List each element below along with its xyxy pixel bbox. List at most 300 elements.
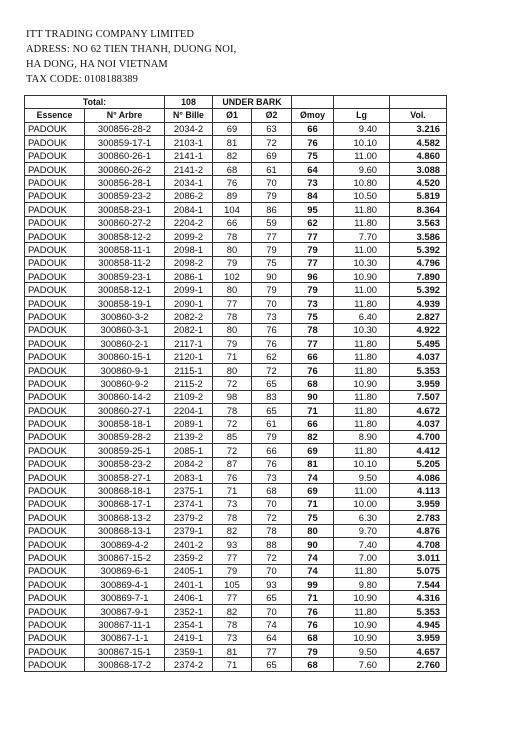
table-row [25,377,447,390]
cell-log-number: 2086-1 [165,270,213,283]
cell-essence: PADOUK [25,256,85,269]
cell-diameter-avg: 73 [292,176,334,189]
cell-tree-number: 300858-27-1 [85,470,165,483]
cell-diameter-2: 61 [252,417,292,430]
cell-log-number: 2359-1 [165,645,213,658]
cell-diameter-2: 65 [252,377,292,390]
table-row [25,229,447,242]
cell-diameter-avg: 76 [292,604,334,617]
cell-log-number: 2034-2 [165,122,213,135]
cell-diameter-1: 77 [213,551,252,564]
table-row [25,444,447,457]
cell-log-number: 2375-1 [165,484,213,497]
log-volume-table [24,95,447,672]
cell-length: 9.80 [334,578,390,591]
table-row [25,631,447,644]
cell-tree-number: 300858-23-1 [85,203,165,216]
cell-diameter-1: 93 [213,537,252,550]
cell-tree-number: 300860-2-1 [85,337,165,350]
cell-diameter-2: 70 [252,604,292,617]
table-row [25,484,447,497]
cell-diameter-1: 77 [213,591,252,604]
cell-essence: PADOUK [25,511,85,524]
col-header-diameter-avg: Ømoy [292,109,334,122]
cell-tree-number: 300860-26-2 [85,162,165,175]
cell-volume: 3.563 [390,216,447,229]
cell-diameter-avg: 62 [292,216,334,229]
cell-essence: PADOUK [25,377,85,390]
cell-tree-number: 300868-18-1 [85,484,165,497]
cell-diameter-2: 59 [252,216,292,229]
table-row [25,524,447,537]
cell-log-number: 2082-1 [165,323,213,336]
cell-diameter-1: 73 [213,497,252,510]
cell-diameter-1: 66 [213,216,252,229]
cell-length: 11.80 [334,296,390,309]
cell-diameter-avg: 77 [292,229,334,242]
cell-diameter-1: 82 [213,604,252,617]
cell-tree-number: 300867-15-1 [85,645,165,658]
cell-essence: PADOUK [25,524,85,537]
cell-volume: 4.922 [390,323,447,336]
table-row [25,363,447,376]
cell-essence: PADOUK [25,537,85,550]
cell-essence: PADOUK [25,203,85,216]
cell-diameter-2: 69 [252,149,292,162]
cell-diameter-2: 79 [252,430,292,443]
cell-length: 11.80 [334,444,390,457]
cell-length: 6.30 [334,511,390,524]
cell-diameter-1: 71 [213,658,252,671]
cell-log-number: 2098-2 [165,256,213,269]
cell-tree-number: 300859-23-1 [85,270,165,283]
cell-diameter-2: 70 [252,296,292,309]
total-label: Total: [25,96,165,109]
cell-tree-number: 300867-1-1 [85,631,165,644]
cell-length: 9.70 [334,524,390,537]
cell-volume: 4.113 [390,484,447,497]
cell-volume: 4.796 [390,256,447,269]
col-header-diameter-1: Ø1 [213,109,252,122]
cell-diameter-avg: 77 [292,256,334,269]
cell-essence: PADOUK [25,243,85,256]
cell-essence: PADOUK [25,658,85,671]
cell-diameter-2: 72 [252,551,292,564]
table-row [25,604,447,617]
cell-diameter-2: 70 [252,497,292,510]
table-row [25,162,447,175]
cell-volume: 5.075 [390,564,447,577]
cell-diameter-1: 81 [213,136,252,149]
cell-diameter-avg: 82 [292,430,334,443]
cell-volume: 3.959 [390,377,447,390]
cell-log-number: 2099-2 [165,229,213,242]
cell-log-number: 2401-2 [165,537,213,550]
cell-tree-number: 300860-9-1 [85,363,165,376]
cell-diameter-2: 75 [252,256,292,269]
cell-essence: PADOUK [25,122,85,135]
cell-diameter-avg: 74 [292,470,334,483]
cell-diameter-1: 80 [213,243,252,256]
cell-diameter-2: 65 [252,658,292,671]
cell-length: 9.40 [334,122,390,135]
table-row [25,283,447,296]
col-header-diameter-2: Ø2 [252,109,292,122]
cell-log-number: 2115-1 [165,363,213,376]
cell-tree-number: 300859-28-2 [85,430,165,443]
cell-essence: PADOUK [25,484,85,497]
table-row [25,323,447,336]
cell-essence: PADOUK [25,337,85,350]
cell-essence: PADOUK [25,189,85,202]
table-row [25,296,447,309]
cell-tree-number: 300859-25-1 [85,444,165,457]
col-header-essence: Essence [25,109,85,122]
cell-tree-number: 300859-17-1 [85,136,165,149]
cell-essence: PADOUK [25,564,85,577]
cell-volume: 4.860 [390,149,447,162]
cell-tree-number: 300860-3-2 [85,310,165,323]
cell-volume: 4.086 [390,470,447,483]
cell-diameter-avg: 68 [292,377,334,390]
cell-essence: PADOUK [25,229,85,242]
cell-diameter-avg: 69 [292,444,334,457]
cell-log-number: 2090-1 [165,296,213,309]
cell-volume: 7.890 [390,270,447,283]
summary-empty-cell [334,96,390,109]
cell-diameter-2: 63 [252,122,292,135]
cell-volume: 4.316 [390,591,447,604]
cell-volume: 4.945 [390,618,447,631]
cell-diameter-1: 81 [213,645,252,658]
company-address-line2: HA DONG, HA NOI VIETNAM [26,59,168,70]
cell-tree-number: 300858-19-1 [85,296,165,309]
cell-log-number: 2406-1 [165,591,213,604]
cell-diameter-2: 70 [252,176,292,189]
cell-essence: PADOUK [25,430,85,443]
table-row [25,149,447,162]
cell-length: 10.90 [334,270,390,283]
cell-log-number: 2141-1 [165,149,213,162]
cell-essence: PADOUK [25,310,85,323]
cell-log-number: 2084-1 [165,203,213,216]
summary-row [25,96,447,109]
cell-log-number: 2086-2 [165,189,213,202]
cell-diameter-2: 65 [252,591,292,604]
cell-diameter-avg: 81 [292,457,334,470]
cell-diameter-avg: 77 [292,337,334,350]
cell-length: 11.00 [334,243,390,256]
cell-diameter-1: 80 [213,363,252,376]
cell-length: 10.90 [334,631,390,644]
cell-length: 11.80 [334,216,390,229]
cell-length: 7.00 [334,551,390,564]
cell-essence: PADOUK [25,270,85,283]
cell-diameter-avg: 99 [292,578,334,591]
cell-diameter-1: 76 [213,470,252,483]
cell-log-number: 2034-1 [165,176,213,189]
cell-length: 10.80 [334,176,390,189]
cell-diameter-avg: 79 [292,645,334,658]
cell-log-number: 2083-1 [165,470,213,483]
cell-diameter-2: 76 [252,337,292,350]
cell-diameter-1: 80 [213,323,252,336]
cell-tree-number: 300869-4-2 [85,537,165,550]
cell-volume: 2.827 [390,310,447,323]
cell-log-number: 2204-1 [165,403,213,416]
cell-diameter-2: 72 [252,363,292,376]
cell-diameter-2: 66 [252,444,292,457]
table-row [25,470,447,483]
cell-diameter-2: 79 [252,189,292,202]
cell-diameter-avg: 80 [292,524,334,537]
cell-log-number: 2379-1 [165,524,213,537]
cell-tree-number: 300860-27-2 [85,216,165,229]
cell-length: 10.90 [334,591,390,604]
cell-diameter-avg: 76 [292,136,334,149]
cell-tree-number: 300860-3-1 [85,323,165,336]
cell-essence: PADOUK [25,645,85,658]
cell-diameter-2: 74 [252,618,292,631]
cell-volume: 3.586 [390,229,447,242]
cell-diameter-1: 72 [213,377,252,390]
cell-diameter-avg: 73 [292,296,334,309]
cell-volume: 4.672 [390,403,447,416]
cell-length: 11.80 [334,564,390,577]
cell-diameter-2: 77 [252,645,292,658]
cell-essence: PADOUK [25,136,85,149]
cell-diameter-2: 72 [252,511,292,524]
cell-log-number: 2401-1 [165,578,213,591]
cell-volume: 4.876 [390,524,447,537]
cell-tree-number: 300858-11-2 [85,256,165,269]
cell-diameter-2: 70 [252,564,292,577]
cell-diameter-2: 64 [252,631,292,644]
cell-length: 11.80 [334,350,390,363]
table-row [25,350,447,363]
cell-length: 10.50 [334,189,390,202]
cell-diameter-avg: 76 [292,618,334,631]
cell-tree-number: 300856-28-1 [85,176,165,189]
cell-essence: PADOUK [25,363,85,376]
cell-tree-number: 300858-11-1 [85,243,165,256]
company-header [26,27,236,87]
cell-diameter-avg: 79 [292,283,334,296]
cell-diameter-avg: 66 [292,122,334,135]
cell-essence: PADOUK [25,216,85,229]
cell-essence: PADOUK [25,390,85,403]
table-row [25,591,447,604]
cell-diameter-avg: 75 [292,511,334,524]
cell-diameter-1: 78 [213,310,252,323]
table-row [25,645,447,658]
cell-log-number: 2141-2 [165,162,213,175]
cell-essence: PADOUK [25,403,85,416]
cell-volume: 3.088 [390,162,447,175]
cell-length: 11.80 [334,417,390,430]
col-header-log-number: N° Bille [165,109,213,122]
cell-log-number: 2117-1 [165,337,213,350]
cell-diameter-2: 90 [252,270,292,283]
cell-volume: 5.353 [390,363,447,376]
cell-length: 11.80 [334,403,390,416]
cell-length: 9.50 [334,645,390,658]
cell-tree-number: 300860-15-1 [85,350,165,363]
col-header-volume: Vol. [390,109,447,122]
cell-diameter-avg: 75 [292,149,334,162]
table-row [25,176,447,189]
cell-volume: 8.364 [390,203,447,216]
cell-diameter-2: 61 [252,162,292,175]
cell-volume: 4.582 [390,136,447,149]
table-row [25,403,447,416]
cell-tree-number: 300868-13-2 [85,511,165,524]
cell-length: 10.90 [334,377,390,390]
cell-length: 11.80 [334,390,390,403]
cell-diameter-2: 73 [252,470,292,483]
cell-log-number: 2085-1 [165,444,213,457]
cell-volume: 3.959 [390,631,447,644]
cell-volume: 4.037 [390,417,447,430]
summary-empty-cell [390,96,447,109]
table-row [25,578,447,591]
cell-log-number: 2082-2 [165,310,213,323]
table-row [25,430,447,443]
cell-tree-number: 300860-26-1 [85,149,165,162]
cell-log-number: 2374-1 [165,497,213,510]
table-row [25,618,447,631]
cell-diameter-avg: 75 [292,310,334,323]
table-row [25,658,447,671]
cell-volume: 2.783 [390,511,447,524]
table-row [25,136,447,149]
cell-diameter-avg: 90 [292,537,334,550]
cell-tree-number: 300858-18-1 [85,417,165,430]
cell-log-number: 2204-2 [165,216,213,229]
cell-log-number: 2379-2 [165,511,213,524]
cell-essence: PADOUK [25,591,85,604]
cell-volume: 4.037 [390,350,447,363]
company-name: ITT TRADING COMPANY LIMITED [26,29,195,40]
cell-volume: 5.495 [390,337,447,350]
total-count: 108 [165,96,213,109]
cell-diameter-2: 68 [252,484,292,497]
cell-essence: PADOUK [25,551,85,564]
cell-length: 6.40 [334,310,390,323]
cell-essence: PADOUK [25,296,85,309]
cell-diameter-1: 105 [213,578,252,591]
cell-essence: PADOUK [25,162,85,175]
cell-diameter-avg: 71 [292,591,334,604]
cell-diameter-avg: 64 [292,162,334,175]
cell-diameter-1: 71 [213,350,252,363]
cell-tree-number: 300859-23-2 [85,189,165,202]
cell-log-number: 2103-1 [165,136,213,149]
cell-volume: 7.544 [390,578,447,591]
cell-diameter-avg: 74 [292,564,334,577]
col-header-tree-number: N° Arbre [85,109,165,122]
cell-length: 7.70 [334,229,390,242]
cell-tree-number: 300867-9-1 [85,604,165,617]
cell-log-number: 2099-1 [165,283,213,296]
cell-diameter-2: 77 [252,229,292,242]
cell-essence: PADOUK [25,444,85,457]
cell-diameter-1: 77 [213,296,252,309]
cell-tree-number: 300869-6-1 [85,564,165,577]
cell-length: 9.50 [334,470,390,483]
cell-essence: PADOUK [25,604,85,617]
cell-diameter-2: 76 [252,323,292,336]
cell-diameter-1: 78 [213,511,252,524]
cell-diameter-avg: 96 [292,270,334,283]
cell-diameter-1: 79 [213,256,252,269]
cell-length: 10.90 [334,618,390,631]
cell-volume: 4.939 [390,296,447,309]
cell-length: 11.00 [334,283,390,296]
cell-length: 11.80 [334,337,390,350]
table-row [25,551,447,564]
cell-tree-number: 300860-14-2 [85,390,165,403]
cell-diameter-2: 73 [252,310,292,323]
cell-length: 10.10 [334,136,390,149]
cell-diameter-avg: 68 [292,631,334,644]
cell-volume: 5.353 [390,604,447,617]
cell-volume: 2.760 [390,658,447,671]
cell-essence: PADOUK [25,149,85,162]
cell-tree-number: 300867-11-1 [85,618,165,631]
cell-length: 8.90 [334,430,390,443]
cell-diameter-2: 78 [252,524,292,537]
cell-tree-number: 300867-15-2 [85,551,165,564]
cell-volume: 3.216 [390,122,447,135]
cell-volume: 4.520 [390,176,447,189]
cell-diameter-1: 78 [213,229,252,242]
table-row [25,457,447,470]
cell-diameter-avg: 90 [292,390,334,403]
col-header-length: Lg [334,109,390,122]
table-row [25,390,447,403]
cell-log-number: 2139-2 [165,430,213,443]
cell-diameter-avg: 79 [292,243,334,256]
cell-volume: 3.959 [390,497,447,510]
cell-log-number: 2419-1 [165,631,213,644]
cell-diameter-1: 102 [213,270,252,283]
cell-log-number: 2405-1 [165,564,213,577]
cell-volume: 4.708 [390,537,447,550]
cell-diameter-avg: 71 [292,497,334,510]
cell-tree-number: 300868-17-1 [85,497,165,510]
cell-tree-number: 300860-27-1 [85,403,165,416]
cell-volume: 5.392 [390,243,447,256]
cell-length: 10.10 [334,457,390,470]
table-row [25,189,447,202]
cell-diameter-1: 82 [213,149,252,162]
cell-diameter-1: 72 [213,444,252,457]
cell-log-number: 2115-2 [165,377,213,390]
cell-diameter-avg: 69 [292,484,334,497]
cell-diameter-1: 68 [213,162,252,175]
cell-log-number: 2359-2 [165,551,213,564]
cell-tree-number: 300869-7-1 [85,591,165,604]
cell-diameter-avg: 68 [292,658,334,671]
cell-diameter-2: 86 [252,203,292,216]
cell-diameter-2: 76 [252,457,292,470]
cell-diameter-1: 72 [213,417,252,430]
cell-volume: 3.011 [390,551,447,564]
table-row [25,511,447,524]
cell-diameter-avg: 95 [292,203,334,216]
cell-length: 9.60 [334,162,390,175]
